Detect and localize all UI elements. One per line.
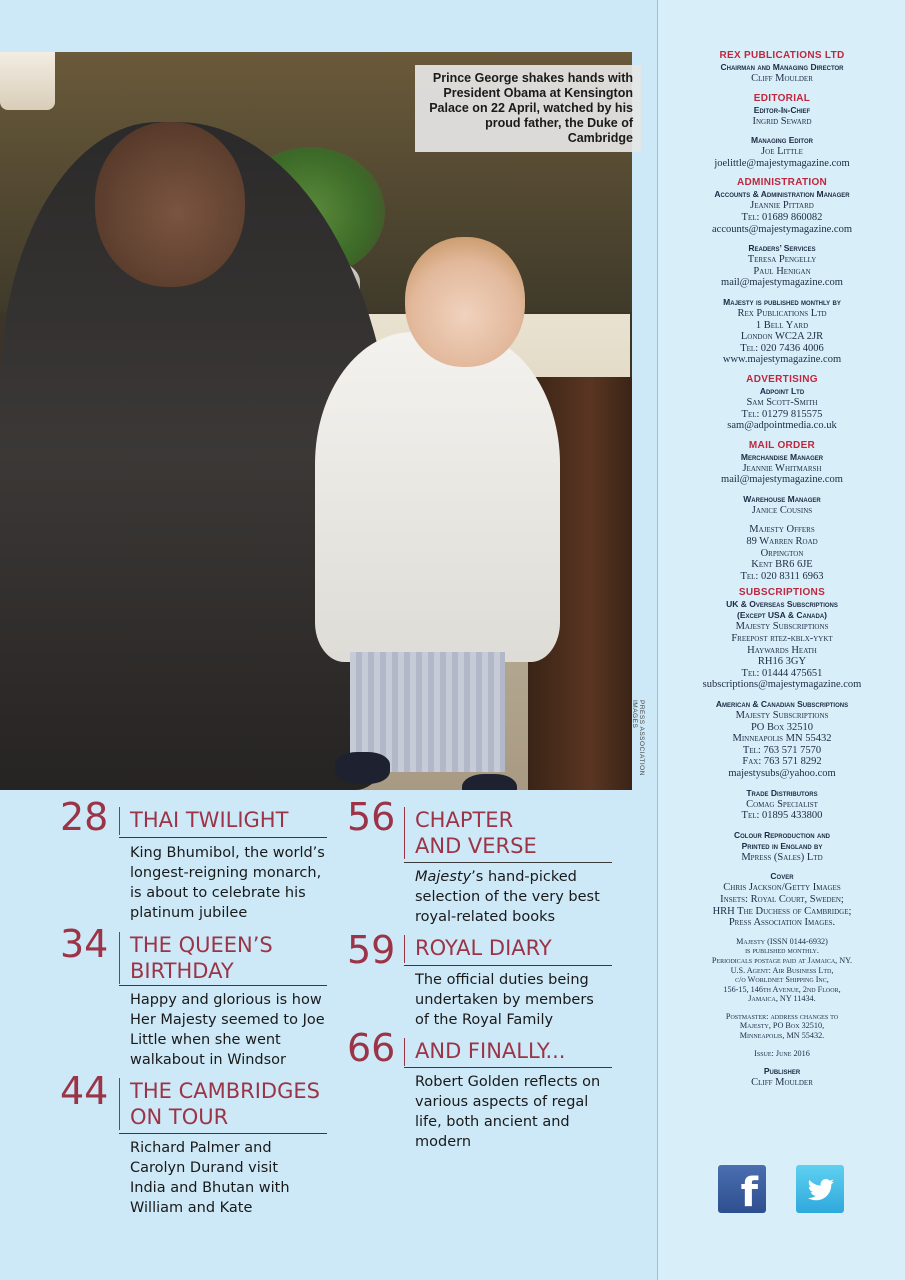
colour-role: Printed in England by — [741, 840, 823, 851]
twitter-icon[interactable] — [796, 1165, 844, 1213]
cover-line: Insets: Royal Court, Sweden; — [720, 893, 844, 905]
offers-line: Kent BR6 6JE — [751, 559, 813, 571]
readers-name: Teresa Pengelly — [747, 254, 817, 266]
issue-date: Issue: June 2016 — [754, 1048, 810, 1058]
offers-line: 89 Warren Road — [746, 536, 818, 548]
uk-subs-email[interactable]: subscriptions@majestymagazine.com — [702, 679, 862, 691]
advertising-heading: ADVERTISING — [746, 373, 818, 385]
administration-heading: ADMINISTRATION — [736, 177, 828, 189]
photo-boy-head — [405, 237, 525, 367]
colour-line: Mpress (Sales) Ltd — [741, 851, 823, 863]
photo-lamp — [0, 52, 55, 110]
photo-shoe — [462, 774, 517, 790]
published-by-line: 1 Bell Yard — [755, 319, 809, 331]
mail-order-heading: MAIL ORDER — [748, 439, 816, 451]
postmaster-line: Minneapolis, MN 55432. — [739, 1031, 825, 1041]
published-by-line: London WC2A 2JR — [740, 331, 824, 343]
cover-line: Chris Jackson/Getty Images — [723, 882, 841, 894]
editor-role: Editor-In-Chief — [753, 104, 811, 115]
us-subs-fax: Fax: 763 571 8292 — [742, 756, 822, 768]
entry-description: Richard Palmer and Carolyn Durand visit India and Bhutan with William and Kate — [130, 1140, 290, 1216]
entry-number: 59 — [347, 928, 396, 972]
postmaster-line: Postmaster: address changes to — [725, 1011, 839, 1021]
publisher-role: Publisher — [763, 1066, 801, 1077]
chairman-name: Cliff Moulder — [751, 73, 813, 84]
adpoint-email[interactable]: sam@adpointmedia.co.uk — [727, 420, 837, 432]
entry-title-wrap — [119, 807, 325, 835]
offers-tel: Tel: 020 8311 6963 — [740, 570, 824, 582]
merchandise-email[interactable]: mail@majestymagazine.com — [721, 474, 843, 486]
us-subs-line: PO Box 32510 — [750, 721, 814, 733]
entry-title[interactable]: THAI TWILIGHT — [130, 808, 289, 832]
entry-title[interactable]: THE CAMBRIDGES ON TOUR — [130, 1079, 320, 1129]
published-by-tel: Tel: 020 7436 4006 — [740, 342, 824, 354]
masthead-sidebar — [657, 0, 905, 1280]
uk-subs-tel: Tel: 01444 475651 — [741, 667, 823, 679]
photo-caption: Prince George shakes hands with President Obama at Kensington Palace on 22 April, watched by his proud father, the Duke of Cambridge — [415, 65, 641, 152]
entry-description: King Bhumibol, the world’s longest-reigning monarch, is about to celebrate his platinum jubilee — [130, 845, 325, 921]
uk-subs-line: Haywards Heath — [747, 644, 817, 656]
entry-rule — [119, 1133, 327, 1134]
entry-number: 34 — [60, 922, 109, 966]
entry-rule — [404, 1067, 612, 1068]
offers-line: Orpington — [760, 547, 804, 559]
entry-title-wrap — [404, 935, 610, 963]
us-subs-role: American & Canadian Subscriptions — [715, 699, 849, 709]
us-subs-email[interactable]: majestysubs@yahoo.com — [728, 767, 836, 779]
legal-line: c/o Worldnet Shipping Inc, — [735, 975, 829, 985]
entry-description: Happy and glorious is how Her Majesty seemed to Joe Little when she went walkabout in Windsor — [130, 992, 325, 1068]
cover-line: Press Association Images. — [728, 917, 836, 929]
entry-rule — [404, 862, 612, 863]
managing-editor-email[interactable]: joelittle@majestymagazine.com — [714, 157, 850, 169]
cover-photo — [0, 52, 632, 790]
readers-email[interactable]: mail@majestymagazine.com — [721, 277, 843, 289]
photo-shoe — [335, 752, 390, 784]
entry-title[interactable]: AND FINALLY... — [415, 1039, 566, 1063]
entry-description-text: ’s hand-picked selection of the very best royal-related books — [415, 869, 600, 925]
warehouse-name: Janice Cousins — [751, 504, 813, 516]
photo-credit: PRESS ASSOCIATION IMAGES — [631, 700, 645, 776]
legal-line: 156-15, 146th Avenue, 2nd Floor, — [723, 984, 841, 994]
published-by-line: Rex Publications Ltd — [737, 307, 827, 319]
colour-role: Colour Reproduction and — [734, 829, 830, 840]
entry-number: 66 — [347, 1026, 396, 1070]
managing-editor-role: Managing Editor — [750, 135, 813, 146]
adpoint-name: Sam Scott-Smith — [746, 396, 818, 408]
merchandise-name: Jeannie Whitmarsh — [742, 462, 822, 474]
entry-title-wrap — [404, 807, 610, 859]
trade-line: Comag Specialist — [746, 798, 818, 810]
us-subs-line: Majesty Subscriptions — [735, 710, 829, 721]
trade-role: Trade Distributors — [746, 787, 818, 798]
uk-subs-line: Majesty Subscriptions — [735, 621, 829, 633]
uk-subs-role: UK & Overseas Subscriptions — [726, 599, 838, 610]
subscriptions-heading: SUBSCRIPTIONS — [738, 587, 826, 599]
twitter-bird-icon — [796, 1165, 844, 1213]
legal-line: U.S. Agent: Air Business Ltd, — [730, 965, 834, 975]
legal-line: Majesty (ISSN 0144-6932) — [736, 936, 828, 946]
entry-rule — [404, 965, 612, 966]
entry-title[interactable]: THE QUEEN’S BIRTHDAY — [130, 933, 273, 983]
editorial-heading: EDITORIAL — [753, 92, 811, 104]
entry-title-wrap — [119, 932, 325, 984]
postmaster-line: Majesty, PO Box 32510, — [739, 1021, 825, 1031]
accounts-email[interactable]: accounts@majestymagazine.com — [712, 223, 852, 235]
published-by-web[interactable]: www.majestymagazine.com — [722, 354, 842, 366]
entry-title[interactable]: ROYAL DIARY — [415, 936, 552, 960]
entry-title[interactable]: CHAPTER AND VERSE — [415, 808, 537, 858]
accounts-role: Accounts & Administration Manager — [714, 189, 850, 200]
photo-man-head — [95, 122, 245, 287]
entry-description — [415, 867, 605, 927]
readers-name: Paul Henigan — [753, 265, 811, 277]
offers-line: Majesty Offers — [749, 524, 815, 536]
entry-title-wrap — [404, 1038, 610, 1066]
entry-description: The official duties being undertaken by members of the Royal Family — [415, 972, 594, 1028]
facebook-icon[interactable] — [718, 1165, 766, 1216]
us-subs-tel: Tel: 763 571 7570 — [742, 744, 822, 756]
entry-rule — [119, 985, 327, 986]
cover-role: Cover — [770, 871, 794, 882]
magazine-name: Majesty — [415, 869, 472, 885]
us-subs-line: Minneapolis MN 55432 — [732, 733, 832, 745]
adpoint-tel: Tel: 01279 815575 — [741, 408, 823, 420]
masthead-list — [658, 50, 905, 1089]
uk-subs-line: Freepost rtez-kblx-yykt — [731, 633, 833, 645]
accounts-name: Jeannie Pittard — [750, 200, 814, 212]
facebook-glyph: f — [740, 1170, 758, 1216]
legal-line: is published monthly. — [745, 946, 819, 956]
adpoint-role: Adpoint Ltd — [759, 385, 805, 396]
entry-title-wrap — [119, 1078, 325, 1130]
legal-line: Jamaica, NY 11434. — [748, 994, 816, 1004]
editor-name: Ingrid Seward — [752, 115, 812, 127]
entry-number: 44 — [60, 1069, 109, 1113]
readers-role: Readers’ Services — [748, 243, 816, 254]
entry-number: 56 — [347, 795, 396, 839]
publisher-name: Cliff Moulder — [751, 1077, 813, 1089]
photo-boy-robe — [315, 332, 560, 662]
uk-subs-role: (Except USA & Canada) — [737, 610, 827, 621]
entry-description: Robert Golden reflects on various aspects of regal life, both ancient and modern — [415, 1074, 601, 1150]
merchandise-role: Merchandise Manager — [740, 451, 824, 462]
publisher-heading: REX PUBLICATIONS LTD — [719, 50, 845, 61]
entry-number: 28 — [60, 795, 109, 839]
cover-line: HRH The Duchess of Cambridge; — [712, 905, 852, 917]
legal-line: Periodicals postage paid at Jamaica, NY. — [711, 955, 853, 965]
trade-tel: Tel: 01895 433800 — [741, 810, 823, 822]
warehouse-role: Warehouse Manager — [743, 493, 821, 504]
entry-rule — [119, 837, 327, 838]
published-by-role: Majesty is published monthly by — [723, 296, 841, 307]
chairman-role: Chairman and Managing Director — [720, 62, 844, 72]
accounts-tel: Tel: 01689 860082 — [741, 211, 823, 223]
managing-editor-name: Joe Little — [761, 146, 803, 158]
uk-subs-line: RH16 3GY — [757, 656, 807, 668]
